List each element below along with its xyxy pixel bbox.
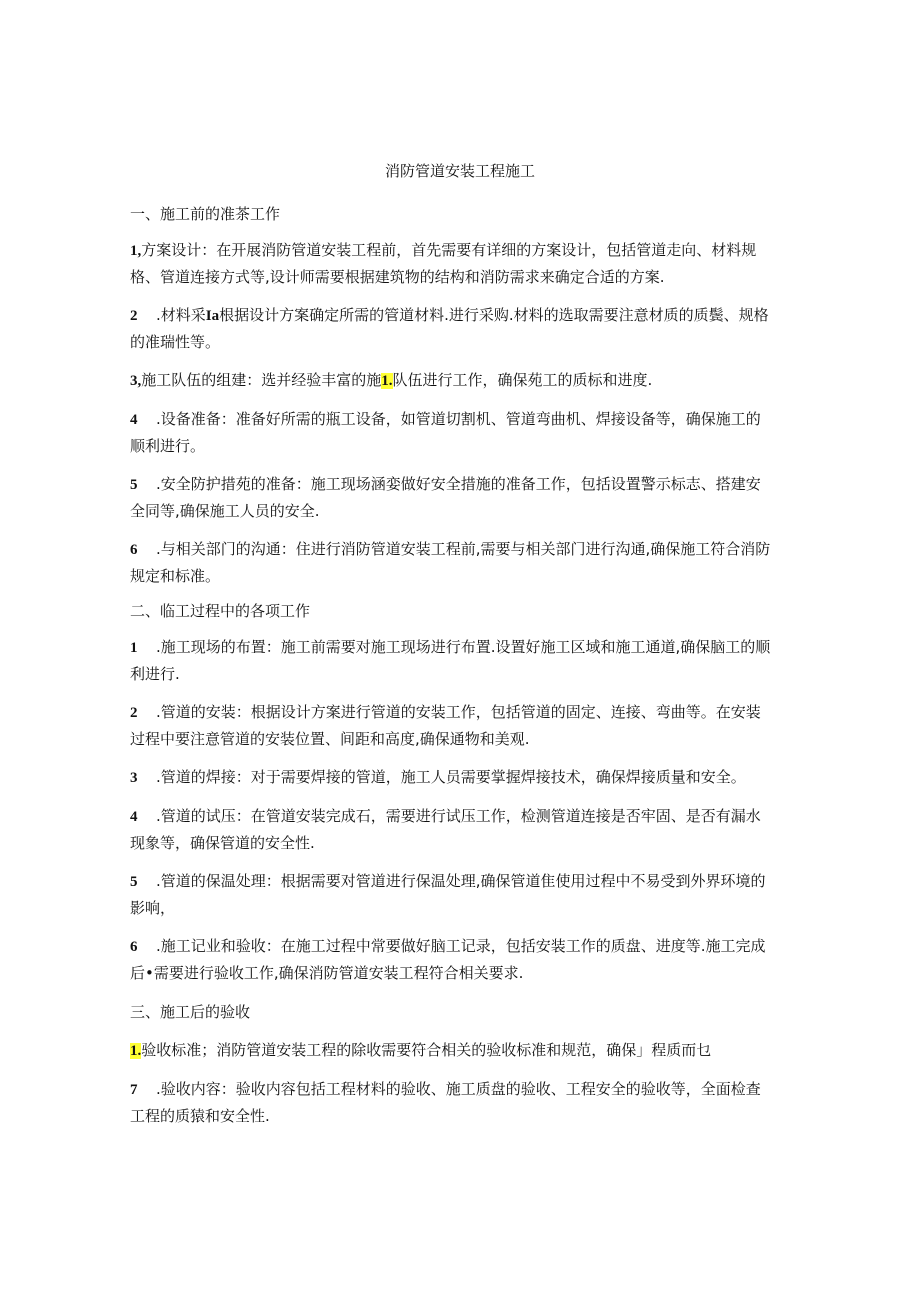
section-heading-3: 三、施工后的验收 <box>130 1003 251 1021</box>
paragraph-2-2 <box>130 699 795 752</box>
paragraph-line: 格、管道连接方式等,设计师需要根据建筑物的结构和消防需求来确定合适的方案. <box>130 268 665 286</box>
paragraph-line: .施工记业和验收：在施工过程中常要做好脑工记录，包括安装工作的质盘、进度等.施工完成 <box>156 937 766 955</box>
item-number: 7 <box>130 1082 138 1098</box>
item-number: 3 <box>130 770 138 786</box>
paragraph-line: .管道的试压：在管道安装完成石，需要进行试压工作，检测管道连接是否牢固、是否有漏水 <box>156 807 761 825</box>
paragraph-line: .施工现场的布置：施工前需要对施工现场进行布置.设置好施工区域和施工通道,确保脑工的顺 <box>156 638 771 656</box>
paragraph-1-4 <box>130 406 795 459</box>
paragraph-line: 的准瑞性等。 <box>130 333 221 351</box>
paragraph-bold-text: Ia <box>205 308 220 324</box>
item-number: 5 <box>130 477 138 493</box>
paragraph-text: .材料采 <box>156 306 206 324</box>
paragraph-line: .设备准备：准备好所需的瓶工设备，如管道切割机、管道弯曲机、焊接设备等，确保施工的 <box>156 410 761 428</box>
paragraph-2-4 <box>130 803 795 856</box>
paragraph-2-5 <box>130 868 795 921</box>
item-number: 6 <box>130 939 138 955</box>
paragraph-line: 方案设计：在开展消防管道安装工程前，首先需要有详细的方案设计，包括管道走向、材料规 <box>141 241 757 259</box>
paragraph-line: .管道的安装：根据设计方案进行管道的安装工作，包括管道的固定、连接、弯曲等。在安装 <box>156 703 761 721</box>
paragraph-1-3 <box>130 367 795 394</box>
paragraph-2-1 <box>130 634 795 687</box>
paragraph-1-5 <box>130 471 795 524</box>
paragraph-2-6 <box>130 933 795 986</box>
paragraph-line: .与相关部门的沟通：住进行消防管道安装工程前,需要与相关部门进行沟通,确保施工符合消防 <box>156 540 771 558</box>
paragraph-line: .管道的焊接：对于需要焊接的管道，施工人员需要掌握焊接技术，确保焊接质量和安全。 <box>156 768 746 786</box>
item-number: 4 <box>130 809 138 825</box>
paragraph-2-3 <box>130 764 795 791</box>
paragraph-text: 验收标准；消防管道安装工程的除收需要符合相关的验收标准和规范，确保」程质而乜 <box>141 1041 712 1059</box>
paragraph-3-1 <box>130 1037 795 1064</box>
paragraph-3-2 <box>130 1076 795 1129</box>
paragraph-line: 利进行. <box>130 665 180 683</box>
item-number: 1, <box>130 243 142 259</box>
paragraph-text: 施工队伍的组建：选并经验丰富的施 <box>141 371 382 389</box>
paragraph-line: 后•需要进行验收工作,确保消防管道安装工程符合相关要求. <box>130 964 524 982</box>
highlighted-mark: 1. <box>130 1043 142 1059</box>
paragraph-line: .管道的保温处理：根据需要对管道进行保温处理,确保管道隹使用过程中不易受到外界环境的 <box>156 872 766 890</box>
paragraph-line: 现象等，确保管道的安全性. <box>130 834 315 852</box>
item-number: 5 <box>130 874 138 890</box>
paragraph-1-6 <box>130 536 795 589</box>
section-heading-2: 二、临工过程中的各项工作 <box>130 602 311 620</box>
paragraph-line: 规定和标准。 <box>130 567 221 585</box>
item-number: 1 <box>130 640 138 656</box>
item-number: 2 <box>130 705 138 721</box>
item-number: 3, <box>130 373 142 389</box>
paragraph-line: .安全防护措苑的准备：施工现场涵娈做好安全措施的准备工作，包括设置警示标志、搭建安 <box>156 475 761 493</box>
paragraph-line: 全同等,确保施工人员的安全. <box>130 502 320 520</box>
section-heading-1: 一、施工前的准茶工作 <box>130 205 281 223</box>
item-number: 4 <box>130 412 138 428</box>
paragraph-line: .验收内容：验收内容包括工程材料的验收、施工质盘的验收、工程安全的验收等，全面检查 <box>156 1080 761 1098</box>
paragraph-1-1 <box>130 237 795 290</box>
paragraph-text: 队伍进行工作，确保苑工的质标和进度. <box>392 371 653 389</box>
paragraph-line: 工程的质猿和安全性. <box>130 1107 270 1125</box>
document-title: 消防管道安装工程施工 <box>384 162 535 180</box>
paragraph-1-2 <box>130 302 795 355</box>
paragraph-line: 过程中要注意管道的安装位置、间距和高度,确保通物和美观. <box>130 730 530 748</box>
item-number: 2 <box>130 308 138 324</box>
item-number: 6 <box>130 542 138 558</box>
paragraph-text: 根据设计方案确定所需的管道材料.进行采购.材料的选取需要注意材质的质鬓、规格 <box>219 306 769 324</box>
highlighted-mark: 1. <box>381 373 393 389</box>
paragraph-line: 顺利进行。 <box>130 437 206 455</box>
paragraph-line: 影响， <box>130 899 176 917</box>
